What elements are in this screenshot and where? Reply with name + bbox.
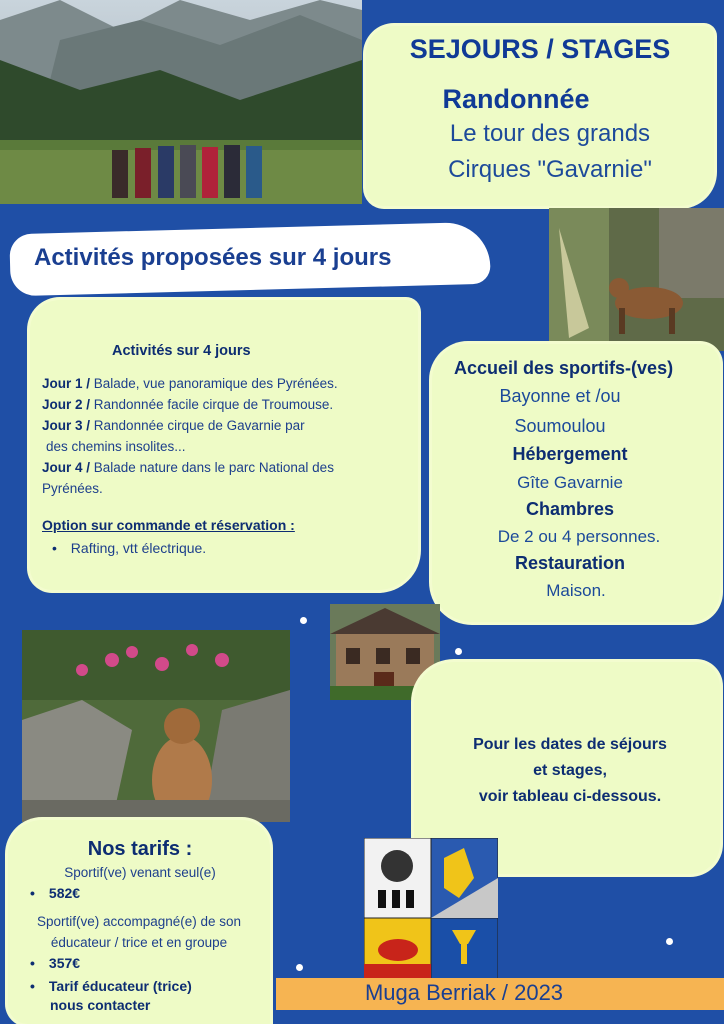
bullet-icon: • — [52, 540, 57, 556]
tarif-group-label-2: éducateur / trice et en groupe — [50, 935, 228, 950]
activities-banner-title: Activités proposées sur 4 jours — [34, 244, 392, 271]
dates-line-2: et stages, — [533, 762, 607, 779]
tarif-single-label: Sportif(ve) venant seul(e) — [64, 865, 216, 880]
decor-dot — [455, 648, 462, 655]
page-subtitle: Randonnée — [442, 84, 590, 114]
accueil-title: Accueil des sportifs-(ves) — [454, 358, 674, 378]
list-item: Jour 1 / Balade, vue panoramique des Pyrénées. — [42, 376, 338, 391]
list-item: Jour 3 / Randonnée cirque de Gavarnie par — [42, 418, 305, 433]
footer-text: Muga Berriak / 2023 — [364, 980, 564, 1005]
option-title: Option sur commande et réservation : — [42, 517, 295, 533]
decor-dot — [300, 617, 307, 624]
hebergement-value: Gîte Gavarnie — [517, 473, 623, 492]
activities-list — [42, 373, 402, 499]
coat-of-arms — [364, 838, 498, 980]
chamois-photo — [549, 208, 724, 351]
list-item: Jour 2 / Randonnée facile cirque de Troumouse. — [42, 397, 334, 412]
tarif-educator: • Tarif éducateur (trice) nous contacter — [30, 978, 192, 1013]
tagline-line-2: Cirques "Gavarnie" — [448, 156, 652, 183]
bullet-icon: • — [30, 885, 35, 901]
activities-heading: Activités sur 4 jours — [112, 343, 251, 359]
dates-line-1: Pour les dates de séjours — [473, 736, 667, 753]
tagline-line-1: Le tour des grands — [449, 120, 651, 147]
tarif-group-label-1: Sportif(ve) accompagné(e) de son — [36, 914, 242, 929]
dates-line-3: voir tableau ci-dessous. — [478, 788, 662, 805]
option-item: • Rafting, vtt électrique. — [52, 540, 207, 556]
list-item: Jour 4 / Balade nature dans le parc National des — [42, 460, 334, 475]
tarifs-title: Nos tarifs : — [87, 838, 193, 860]
tarif-single-price: • 582€ — [30, 885, 81, 901]
list-item: des chemins insolites... — [46, 439, 186, 454]
accueil-location-1: Bayonne et /ou — [499, 386, 621, 406]
decor-dot — [296, 964, 303, 971]
bullet-icon: • — [30, 978, 35, 994]
restauration-value: Maison. — [546, 581, 606, 600]
bullet-icon: • — [30, 955, 35, 971]
decor-dot — [666, 938, 673, 945]
hikers-group-photo — [0, 0, 362, 204]
accueil-location-2: Soumoulou — [514, 416, 606, 436]
list-item: Pyrénées. — [42, 481, 103, 496]
marmot-photo — [22, 630, 290, 822]
page-title: SEJOURS / STAGES — [409, 34, 671, 64]
chambres-title: Chambres — [525, 499, 615, 519]
tarif-group-price: • 357€ — [30, 955, 81, 971]
hebergement-title: Hébergement — [512, 444, 628, 464]
chambres-value: De 2 ou 4 personnes. — [497, 527, 661, 546]
restauration-title: Restauration — [514, 553, 626, 573]
